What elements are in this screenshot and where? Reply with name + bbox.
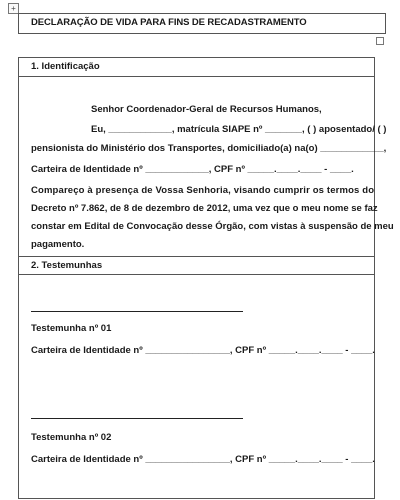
table-move-handle-icon[interactable]: + xyxy=(8,3,19,14)
title-box xyxy=(18,13,386,34)
witness-1-id-line: Carteira de Identidade nº ________________, CPF nº _____.____.____ - ____. xyxy=(31,345,375,356)
page-title: DECLARAÇÃO DE VIDA PARA FINS DE RECADASTRAMENTO xyxy=(31,17,307,28)
identity-line: Carteira de Identidade nº ____________, CPF nº _____.____.____ - ____. xyxy=(31,164,354,175)
declaration-line-1: Eu, ____________, matrícula SIAPE nº _______, ( ) aposentado/ ( ) xyxy=(91,124,387,135)
declaration-paragraph-line-2: Decreto nº 7.862, de 8 de dezembro de 2012, uma vez que o meu nome se faz xyxy=(31,203,378,214)
witness-2-signature-line xyxy=(31,418,243,419)
section-identificacao-label: 1. Identificação xyxy=(31,61,100,72)
declaration-paragraph-line-4: pagamento. xyxy=(31,239,85,250)
form-frame xyxy=(18,57,394,499)
declaration-paragraph-line-1: Compareço à presença de Vossa Senhoria, visando cumprir os termos do xyxy=(31,185,375,196)
declaration-paragraph-line-3: constar em Edital de Convocação desse Órgão, com vistas à suspensão de meu xyxy=(31,221,394,232)
witness-2-id-line: Carteira de Identidade nº ________________, CPF nº _____.____.____ - ____. xyxy=(31,454,375,465)
declaration-line-2: pensionista do Ministério dos Transportes, domiciliado(a) na(o) ____________, xyxy=(31,143,387,154)
section-testemunhas-header xyxy=(19,256,374,275)
witness-2-label: Testemunha nº 02 xyxy=(31,432,112,443)
section-identificacao-header xyxy=(19,58,374,77)
section-testemunhas-label: 2. Testemunhas xyxy=(31,260,103,271)
table-resize-handle-icon[interactable] xyxy=(376,37,384,45)
witness-1-label: Testemunha nº 01 xyxy=(31,323,112,334)
salutation-text: Senhor Coordenador-Geral de Recursos Humanos, xyxy=(91,104,322,115)
witness-1-signature-line xyxy=(31,311,243,312)
